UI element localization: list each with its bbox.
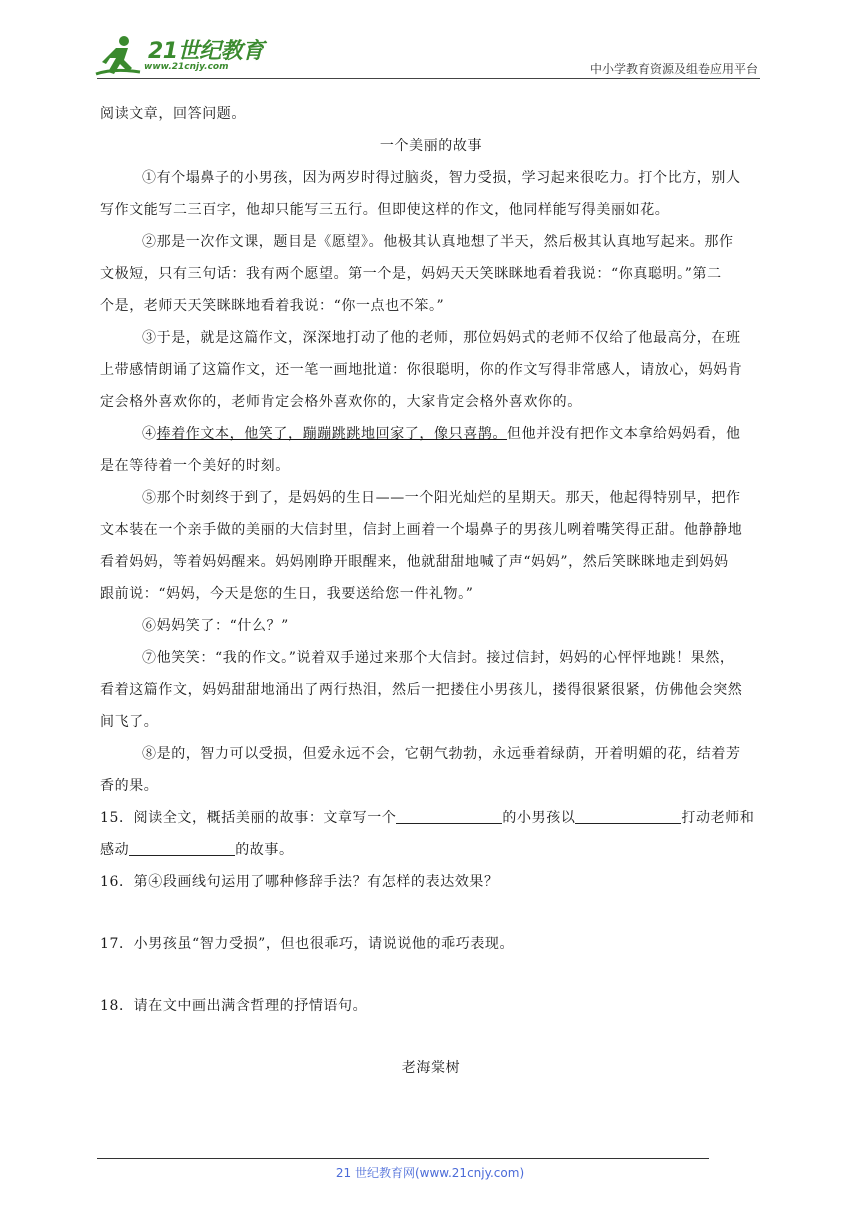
question-18: 18．请在文中画出满含哲理的抒情语句。 xyxy=(100,998,368,1014)
paragraph-line: ①有个塌鼻子的小男孩，因为两岁时得过脑炎，智力受损，学习起来很吃力。打个比方，别人 xyxy=(142,170,741,186)
page-header xyxy=(0,0,860,90)
answer-space[interactable] xyxy=(100,960,762,990)
header-divider xyxy=(97,78,760,79)
intro-text: 阅读文章，回答问题。 xyxy=(100,106,246,122)
paragraph-7 xyxy=(100,642,762,738)
question-text: 15．阅读全文，概括美丽的故事：文章写一个 xyxy=(100,810,397,826)
answer-space xyxy=(100,1022,762,1052)
question-17: 17．小男孩虽“智力受损”，但也很乖巧，请说说他的乖巧表现。 xyxy=(100,936,515,952)
footer-link[interactable]: 21 世纪教育网(www.21cnjy.com) xyxy=(335,1166,525,1180)
paragraph-1 xyxy=(100,162,762,226)
runner-icon xyxy=(94,34,146,80)
paragraph-line: ②那是一次作文课，题目是《愿望》。他极其认真地想了半天，然后极其认真地写起来。那作 xyxy=(142,234,734,250)
paragraph-line: 跟前说：“妈妈，今天是您的生日，我要送给您一件礼物。” xyxy=(100,586,474,602)
document-body xyxy=(100,98,762,1084)
question-text: 的小男孩以 xyxy=(502,810,576,826)
paragraph-line: ⑧是的，智力可以受损，但爱永远不会，它朝气勃勃，永远垂着绿荫，开着明媚的花，结着芳 xyxy=(142,746,741,762)
paragraph-line: 间飞了。 xyxy=(100,714,159,730)
question-text: 打动老师和 xyxy=(681,810,755,826)
platform-name: 中小学教育资源及组卷应用平台 xyxy=(589,62,758,76)
paragraph-line: 上带感情朗诵了这篇作文，还一笔一画地批道：你很聪明，你的作文写得非常感人，请放心，妈妈肯 xyxy=(100,362,743,378)
paragraph-2 xyxy=(100,226,762,322)
logo-text: 21世纪教育 xyxy=(148,39,264,64)
paragraph-8 xyxy=(100,738,762,802)
paragraph-line: ⑤那个时刻终于到了，是妈妈的生日——一个阳光灿烂的星期天。那天，他起得特别早，把作 xyxy=(142,490,741,506)
answer-blank[interactable] xyxy=(396,809,502,824)
question-15 xyxy=(100,802,762,866)
paragraph-line: 文本装在一个亲手做的美丽的大信封里，信封上画着一个塌鼻子的男孩儿咧着嘴笑得正甜。他静静地 xyxy=(100,522,743,538)
question-16: 16．第④段画线句运用了哪种修辞手法？有怎样的表达效果？ xyxy=(100,874,499,890)
underlined-sentence: 捧着作文本，他笑了，蹦蹦跳跳地回家了，像只喜鹊。 xyxy=(156,426,508,442)
paragraph-line: ③于是，就是这篇作文，深深地打动了他的老师，那位妈妈式的老师不仅给了他最高分，在班 xyxy=(142,330,741,346)
paragraph-line: 看着妈妈，等着妈妈醒来。妈妈刚睁开眼醒来，他就甜甜地喊了声“妈妈”，然后笑眯眯地走到妈妈 xyxy=(100,554,729,570)
paragraph-line: ⑦他笑笑：“我的作文。”说着双手递过来那个大信封。接过信封，妈妈的心怦怦地跳！果然， xyxy=(142,650,735,666)
paragraph-line: 看着这篇作文，妈妈甜甜地涌出了两行热泪，然后一把搂住小男孩儿，搂得很紧很紧，仿佛他会突然 xyxy=(100,682,743,698)
question-text: 的故事。 xyxy=(235,842,294,858)
paragraph-line: 定会格外喜欢你的，老师肯定会格外喜欢你的，大家肯定会格外喜欢你的。 xyxy=(100,394,582,410)
paragraph-5 xyxy=(100,482,762,610)
paragraph-line: 香的果。 xyxy=(100,778,159,794)
paragraph-line: 写作文能写二三百字，他却只能写三五行。但即使这样的作文，他同样能写得美丽如花。 xyxy=(100,202,670,218)
paragraph-4 xyxy=(100,418,762,482)
paragraph-number: ④ xyxy=(142,426,157,442)
answer-blank[interactable] xyxy=(129,841,235,856)
paragraph-line: 个是，老师天天笑眯眯地看着我说：“你一点也不笨。” xyxy=(100,298,445,314)
paragraph-line xyxy=(100,418,762,450)
question-line xyxy=(100,802,762,834)
paragraph-line: ⑥妈妈笑了：“什么？” xyxy=(142,618,289,634)
paragraph-line: 是在等待着一个美好的时刻。 xyxy=(100,458,290,474)
story-title: 一个美丽的故事 xyxy=(379,138,483,154)
paragraph-3 xyxy=(100,322,762,418)
paragraph-line: 文极短，只有三句话：我有两个愿望。第一个是，妈妈天天笑眯眯地看着我说：“你真聪明。”第二 xyxy=(100,266,722,282)
next-story-title: 老海棠树 xyxy=(401,1060,461,1076)
paragraph-text: 但他并没有把作文本拿给妈妈看，他 xyxy=(507,426,741,442)
footer-divider xyxy=(97,1158,709,1159)
answer-space[interactable] xyxy=(100,898,762,928)
site-logo[interactable] xyxy=(94,34,264,80)
paragraph-6 xyxy=(100,610,762,642)
question-text: 感动 xyxy=(100,842,130,858)
logo-url: www.21cnjy.com xyxy=(144,62,229,72)
question-line xyxy=(100,834,762,866)
answer-blank[interactable] xyxy=(575,809,681,824)
